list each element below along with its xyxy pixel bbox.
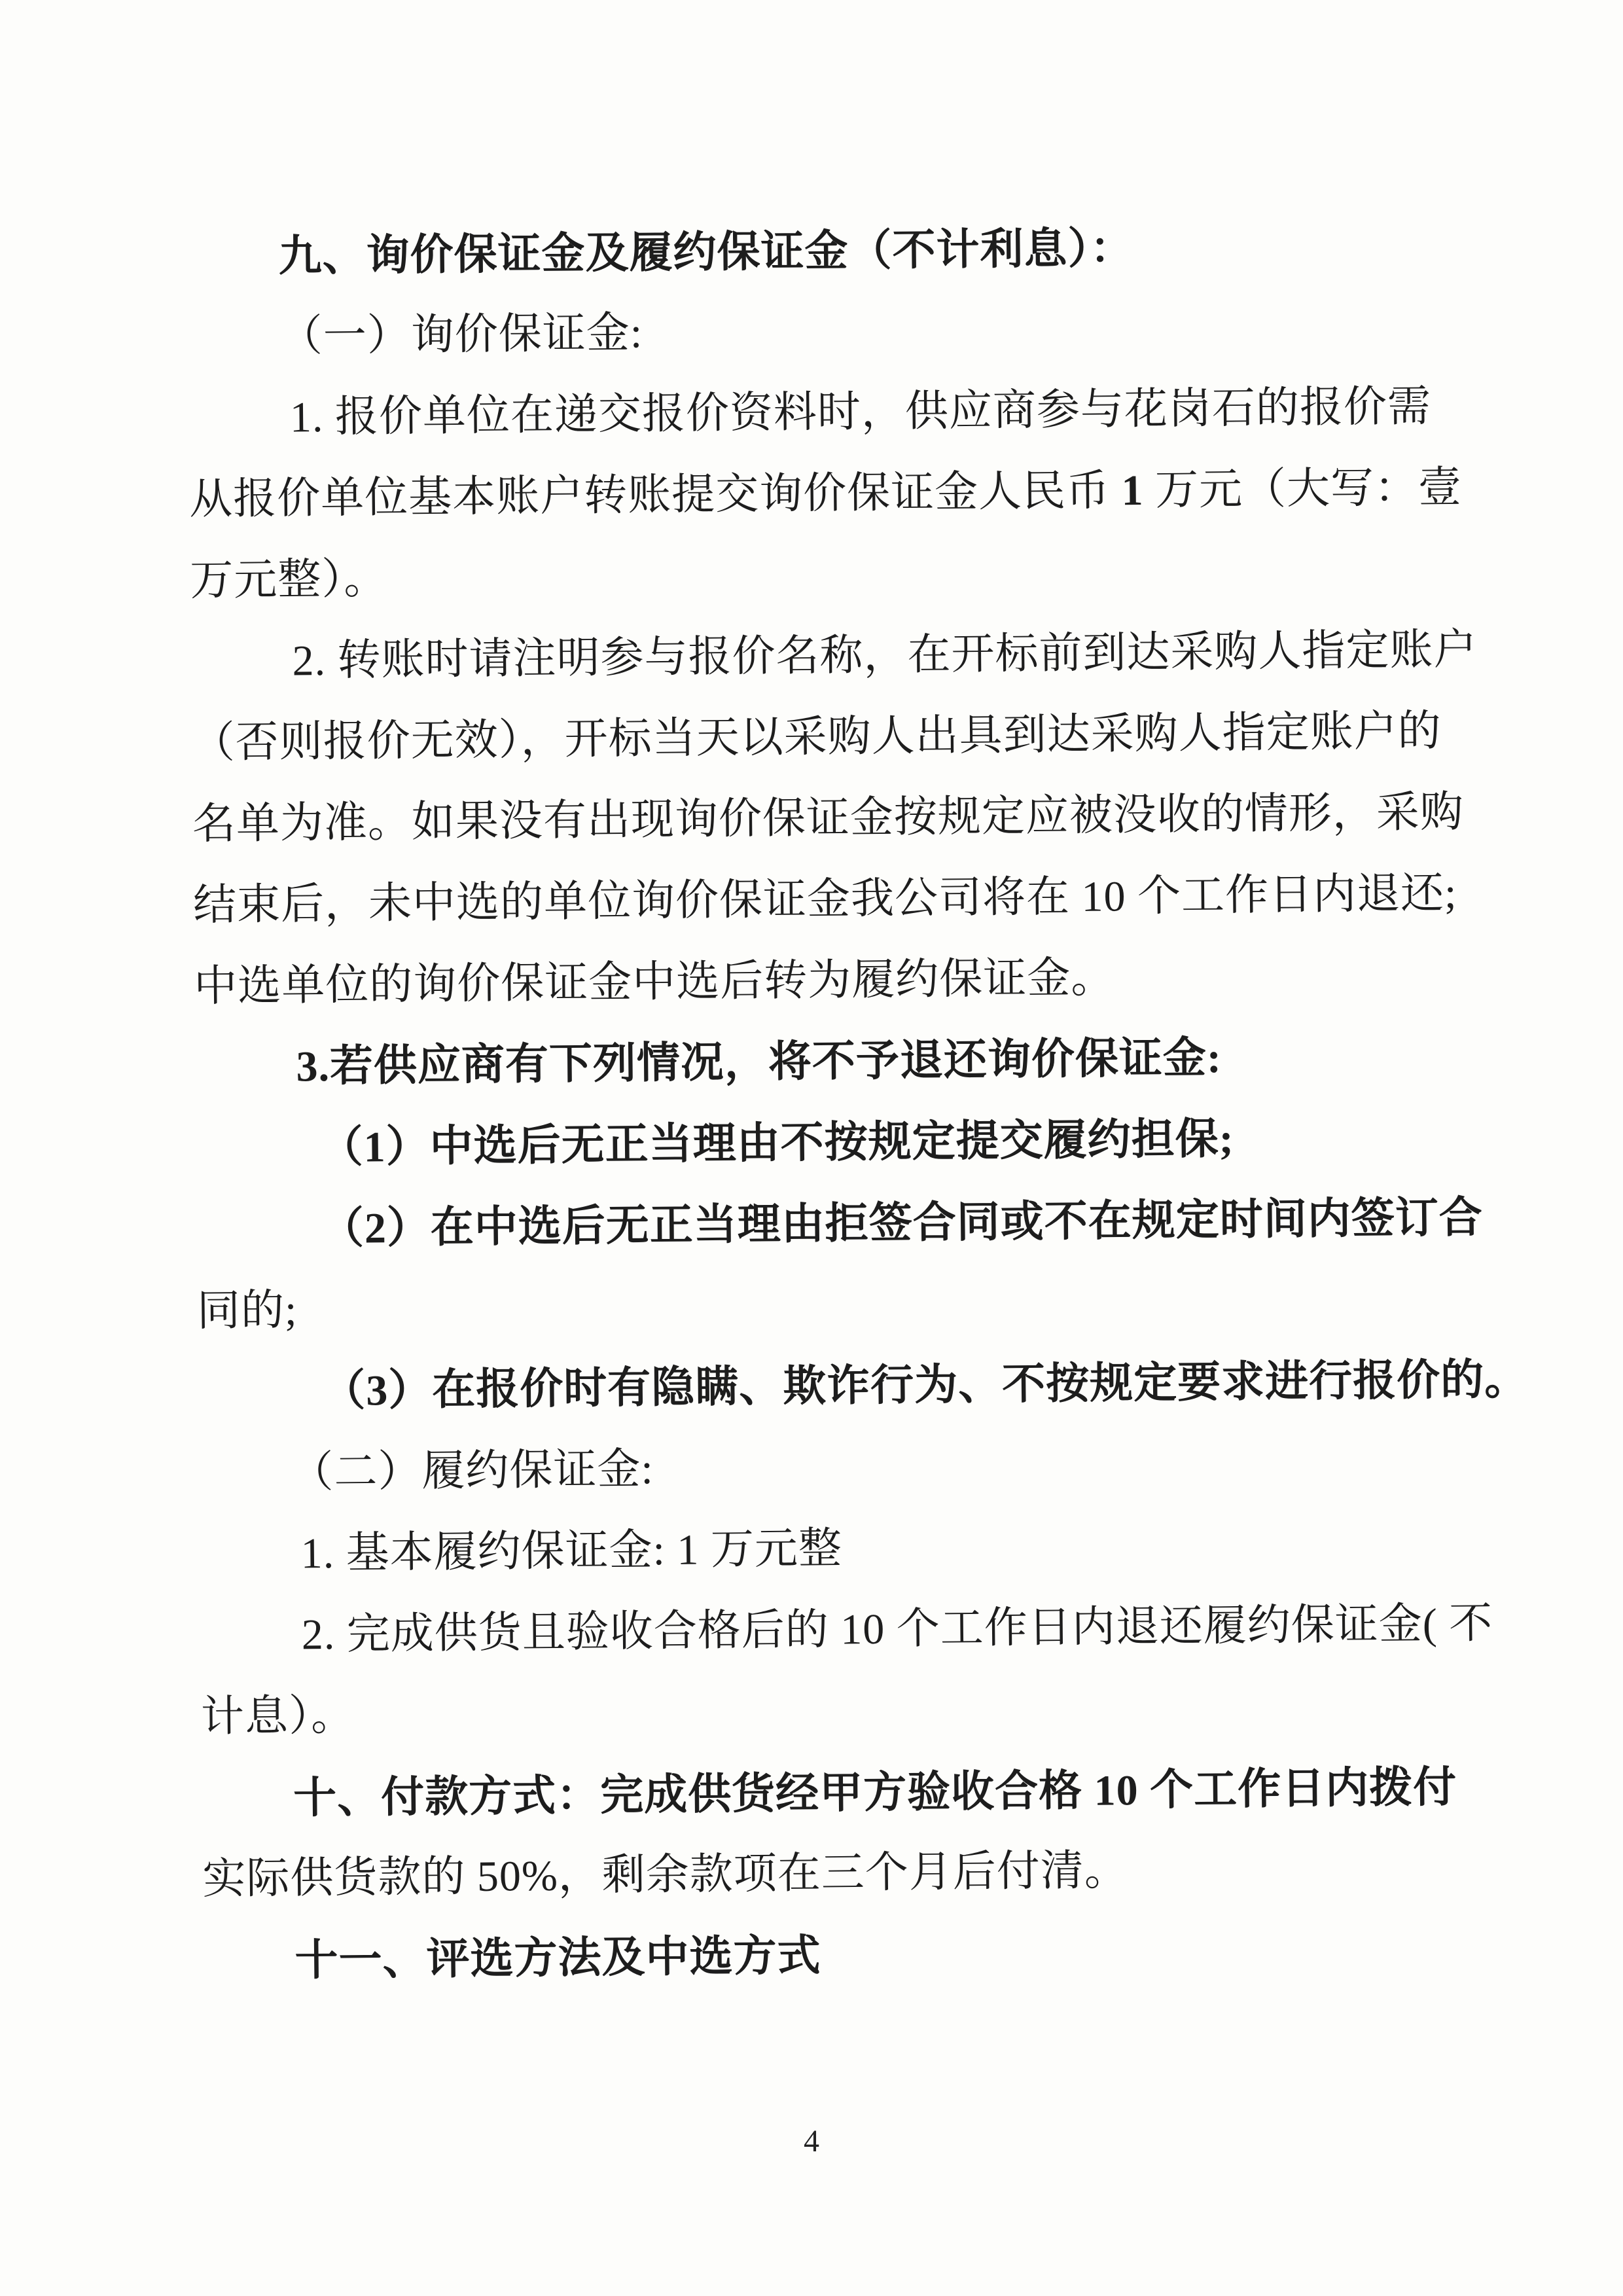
text-run: 结束后，未中选的单位询价保证金我公司将在 10 个工作日内退还; (192, 869, 1457, 929)
document-line (192, 772, 1478, 865)
document-line (190, 528, 1476, 622)
text-run: （一）询价保证金: (279, 309, 643, 361)
text-run: 2. 完成供货且验收合格后的 10 个工作日内退还履约保证金( 不 (301, 1599, 1493, 1659)
document-line (198, 1340, 1529, 1433)
document-line (196, 1177, 1482, 1271)
document-line (187, 285, 1474, 378)
document-line (189, 447, 1476, 541)
text-run: （二）履约保证金: (290, 1445, 654, 1497)
page-number: 4 (804, 2124, 819, 2159)
document-line (194, 1015, 1481, 1109)
text-run: 从报价单位基本账户转账提交询价保证金人民币 (188, 467, 1122, 524)
document-line (200, 1583, 1493, 1677)
text-run: 名单为准。如果没有出现询价保证金按规定应被没收的情形，采购 (192, 788, 1465, 848)
text-run: （1）中选后无正当理由不按规定提交履约担保; (319, 1115, 1234, 1172)
document-body (187, 204, 1529, 2001)
document-line (199, 1502, 1486, 1596)
text-run: 同的; (196, 1286, 298, 1335)
text-run: 实际供货款的 50%，剩余款项在三个月后付清。 (202, 1846, 1129, 1903)
document-line (202, 1746, 1488, 1839)
text-run: 2. 转账时请注明参与报价名称，在开标前到达采购人指定账户 (292, 626, 1478, 685)
text-run: 十一、评选方法及中选方式 (294, 1930, 821, 1984)
text-run: 1 (1121, 466, 1144, 515)
document-line (200, 1664, 1487, 1758)
document-line (202, 1827, 1489, 1920)
text-run: 1. 基本履约保证金: 1 万元整 (300, 1524, 843, 1578)
text-run: 计息）。 (200, 1691, 355, 1741)
text-run: 万元整）。 (190, 555, 388, 605)
document-line (188, 366, 1474, 459)
document-line (195, 1096, 1482, 1190)
document-line (191, 691, 1478, 784)
document-line (196, 1259, 1483, 1352)
text-run: 十、付款方式： (293, 1770, 601, 1822)
text-run: （2）在中选后无正当理由拒签合同或不在规定时间内签订合 (320, 1194, 1484, 1253)
text-run: 3.若供应商有下列情况，将不予退还询价保证金: (296, 1033, 1222, 1091)
text-run: 1. 报价单位在递交报价资料时，供应商参与花岗石的报价需 (289, 382, 1432, 442)
text-run: 完成供货经甲方验收合格 10 个工作日内拨付 (599, 1763, 1457, 1820)
document-line (187, 204, 1473, 297)
text-run: 九、询价保证金及履约保证金（不计利息）： (278, 223, 1134, 280)
text-run: （3）在报价时有隐瞒、欺诈行为、不按规定要求进行报价的。 (321, 1355, 1529, 1416)
text-run: （否则报价无效），开标当天以采购人出具到达采购人指定账户的 (191, 707, 1442, 767)
text-run: 万元（大写：壹 (1143, 463, 1463, 514)
document-line (193, 853, 1480, 946)
document-line (198, 1421, 1485, 1515)
document-line (190, 609, 1477, 703)
text-run: 中选单位的询价保证金中选后转为履约保证金。 (193, 954, 1115, 1011)
document-line (203, 1908, 1489, 2001)
document-line (194, 934, 1480, 1028)
